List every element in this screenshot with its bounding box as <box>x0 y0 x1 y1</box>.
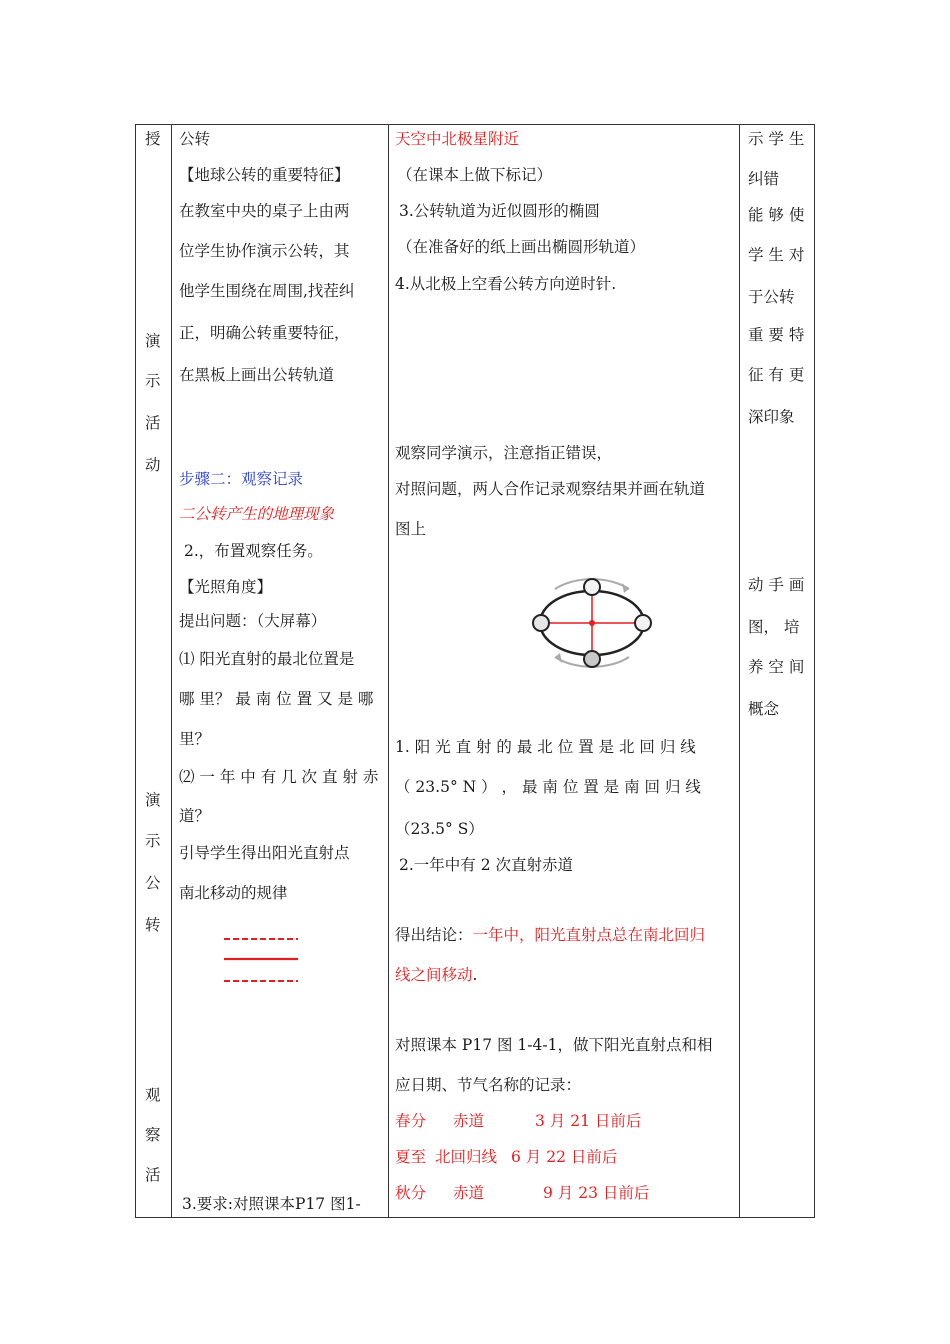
compare-line: 对照课本 P17 图 1-4-1，做下阳光直射点和相 <box>395 1036 713 1054</box>
stage-char: 转 <box>145 916 161 934</box>
record-line: 图上 <box>395 520 427 538</box>
conclusion-highlight: 线之间移动 <box>395 966 473 984</box>
student-column <box>389 125 739 1217</box>
tropics-lines-figure <box>222 931 302 987</box>
question-line: 里？ <box>179 730 211 748</box>
conclusion-end: . <box>472 966 478 984</box>
earth-icon <box>584 579 600 595</box>
intent-line: 纠错 <box>748 170 780 188</box>
intent-line: 重 要 特 <box>748 326 805 344</box>
intent-line: 于公转 <box>748 288 795 306</box>
solar-term-place: 北回归线 <box>435 1148 498 1166</box>
requirement-line: 3.要求:对照课本P17 图1- <box>182 1195 361 1213</box>
solar-term-date: 9 月 23 日前后 <box>543 1184 650 1202</box>
intent-line: 征 有 更 <box>748 366 805 384</box>
stage-column <box>136 125 171 1217</box>
answer-line: 2.一年中有 2 次直射赤道 <box>399 856 574 874</box>
solar-term-place: 赤道 <box>453 1112 485 1130</box>
intent-line: 动 手 画 <box>748 576 805 594</box>
solar-term-date: 6 月 22 日前后 <box>511 1148 618 1166</box>
intent-line: 图， 培 <box>748 618 800 636</box>
solar-term-place: 赤道 <box>453 1184 485 1202</box>
solar-term-name: 夏至 <box>395 1148 427 1166</box>
earth-icon <box>584 651 600 667</box>
paragraph-line: 他学生围绕在周围,找茬纠 <box>179 282 355 300</box>
stage-char: 动 <box>145 456 161 474</box>
intent-line: 深印象 <box>748 408 795 426</box>
draw-line: （在准备好的纸上画出椭圆形轨道） <box>397 238 646 256</box>
paragraph-line: 正，明确公转重要特征， <box>179 324 350 342</box>
conclusion-highlight: 一年中，阳光直射点总在南北回归 <box>472 926 706 944</box>
stage-char: 活 <box>145 414 161 432</box>
earth-icon <box>635 615 651 631</box>
intent-line: 养 空 间 <box>748 658 805 676</box>
lesson-table <box>135 124 815 1218</box>
stage-char: 示 <box>145 372 161 390</box>
stage-char: 公 <box>145 874 161 892</box>
orbit-line: 3.公转轨道为近似圆形的椭圆 <box>399 202 600 220</box>
sun-icon <box>589 620 595 626</box>
polaris-line: 天空中北极星附近 <box>395 130 520 148</box>
compare-line: 应日期、节气名称的记录： <box>395 1076 582 1094</box>
section-heading: 公转 <box>179 130 211 148</box>
task-line: 2.，布置观察任务。 <box>184 542 323 560</box>
solar-term-name: 春分 <box>395 1112 427 1130</box>
answer-line: （23.5° S） <box>395 820 484 838</box>
feature-title: 【地球公转的重要特征】 <box>179 166 350 184</box>
intent-line: 学 生 对 <box>748 246 805 264</box>
intent-column <box>740 125 816 1217</box>
step-heading: 步骤二：观察记录 <box>179 470 304 488</box>
question-intro: 提出问题：（大屏幕） <box>179 612 327 630</box>
conclusion-label: 得出结论： <box>395 926 473 944</box>
solar-term-date: 3 月 21 日前后 <box>535 1112 642 1130</box>
conclusion-line <box>395 965 477 985</box>
solar-term-name: 秋分 <box>395 1184 427 1202</box>
answer-text: 1. 阳 光 直 射 的 最 北 位 置 是 北 回 归 线 <box>395 738 696 756</box>
question-line: ⑴ 阳光直射的最北位置是 <box>179 650 355 668</box>
observe-line: 观察同学演示，注意指正错误， <box>395 444 613 462</box>
earth-icon <box>533 615 549 631</box>
direction-line: 4.从北极上空看公转方向逆时针. <box>395 275 617 293</box>
intent-line: 概念 <box>748 700 780 718</box>
orbit-diagram <box>525 571 657 677</box>
stage-char: 示 <box>145 832 161 850</box>
mark-line: （在课本上做下标记） <box>397 166 553 184</box>
stage-char: 活 <box>145 1166 161 1184</box>
light-angle-title: 【光照角度】 <box>179 578 273 596</box>
paragraph-line: 位学生协作演示公转，其 <box>179 242 350 260</box>
guide-line: 南北移动的规律 <box>179 884 288 902</box>
question-line: ⑵ 一 年 中 有 几 次 直 射 赤 <box>179 768 379 786</box>
conclusion-line <box>395 925 705 945</box>
question-line: 哪 里？ 最 南 位 置 又 是 哪 <box>179 690 374 708</box>
question-line: 道？ <box>179 807 211 825</box>
intent-line: 能 够 使 <box>748 206 805 224</box>
stage-char: 观 <box>145 1086 161 1104</box>
answer-line: （ 23.5° N ） ， 最 南 位 置 是 南 回 归 线 <box>395 778 701 796</box>
answer-line <box>395 737 731 757</box>
record-line: 对照问题，两人合作记录观察结果并画在轨道 <box>395 480 706 498</box>
phenomena-heading: 二公转产生的地理现象 <box>179 505 335 523</box>
paragraph-line: 在教室中央的桌子上由两 <box>179 202 350 220</box>
stage-label-top: 授 <box>145 130 161 148</box>
intent-line: 示 学 生 <box>748 130 805 148</box>
teacher-column <box>172 125 388 1217</box>
guide-line: 引导学生得出阳光直射点 <box>179 844 350 862</box>
stage-char: 演 <box>145 791 161 809</box>
stage-char: 演 <box>145 332 161 350</box>
paragraph-line: 在黑板上画出公转轨道 <box>179 366 335 384</box>
stage-char: 察 <box>145 1126 161 1144</box>
